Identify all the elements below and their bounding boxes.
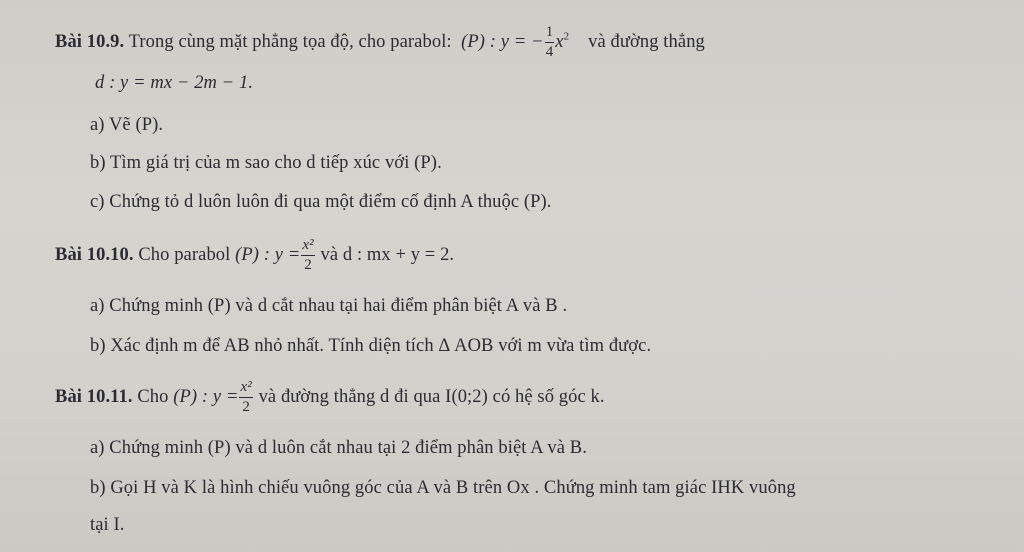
problem-text-after: và đường thẳng d đi qua I(0;2) có hệ số góc k.	[258, 386, 605, 407]
formula-fraction: $\frac{\text{x²}}{2}$	[240, 379, 252, 415]
problem-10-11-item-b: b) Gọi H và K là hình chiếu vuông góc của A và B trên Ox . Chứng minh tam giác IHK vuông	[90, 478, 796, 498]
formula-fraction: $\frac{1}{4}$	[545, 24, 554, 60]
formula-fraction: $\frac{\text{x²}}{2}$	[302, 237, 314, 273]
problem-text-after: và đường thẳng	[588, 31, 705, 52]
formula-exponent: 2	[563, 30, 570, 43]
formula-label: (P) : y =	[173, 386, 239, 407]
problem-title: Bài 10.10.	[55, 244, 134, 265]
problem-10-10-statement	[55, 238, 454, 273]
problem-10-9-statement	[55, 25, 705, 60]
formula-label: (P) : y = −	[461, 31, 544, 52]
problem-10-11-item-b-cont: tại I.	[90, 515, 125, 535]
problem-title: Bài 10.11.	[55, 386, 133, 407]
formula-variable: x	[555, 31, 564, 52]
problem-text: Cho parabol	[138, 244, 231, 265]
problem-10-10-item-b: b) Xác định m để AB nhỏ nhất. Tính diện tích Δ AOB với m vừa tìm được.	[90, 336, 652, 356]
problem-title: Bài 10.9.	[55, 31, 125, 52]
problem-text: Cho	[137, 386, 169, 407]
problem-10-9-line: d : y = mx − 2m − 1.	[95, 73, 254, 93]
problem-10-11-item-a: a) Chứng minh (P) và d luôn cắt nhau tại 2 điểm phân biệt A và B.	[90, 438, 587, 458]
problem-10-9-item-a: a) Vẽ (P).	[90, 115, 164, 135]
problem-text-after: và d : mx + y = 2.	[320, 244, 455, 265]
problem-10-9-item-c: c) Chứng tỏ d luôn luôn đi qua một điểm cố định A thuộc (P).	[90, 192, 552, 212]
problem-10-11-statement	[55, 380, 605, 415]
problem-text: Trong cùng mặt phẳng tọa độ, cho parabol:	[128, 31, 452, 52]
problem-10-9-item-b: b) Tìm giá trị của m sao cho d tiếp xúc với (P).	[90, 153, 442, 173]
problem-10-10-item-a: a) Chứng minh (P) và d cắt nhau tại hai điểm phân biệt A và B .	[90, 296, 568, 316]
formula-label: (P) : y =	[235, 244, 301, 265]
